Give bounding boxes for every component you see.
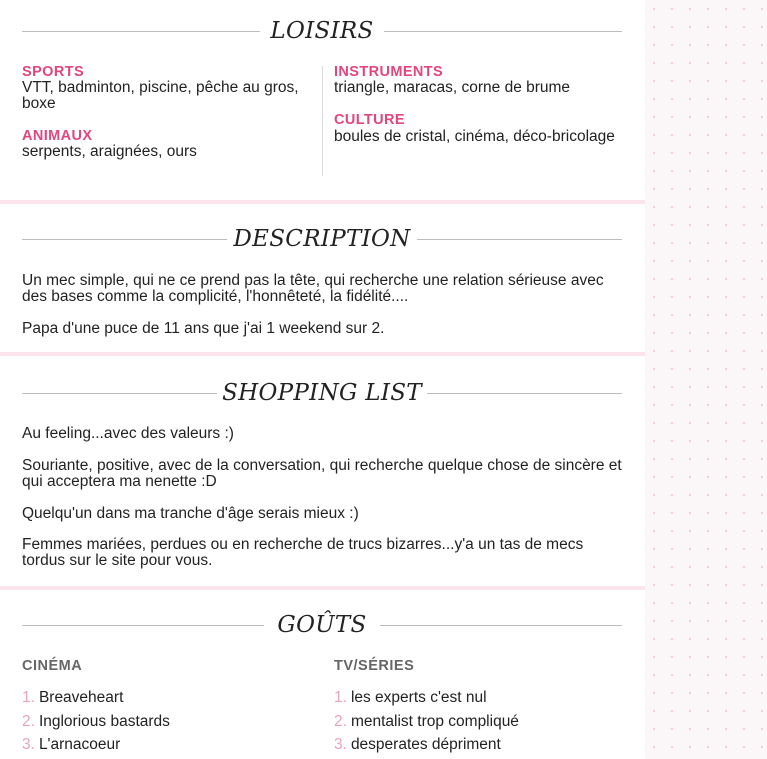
tv-series-label: TV/SÉRIES: [334, 658, 415, 674]
cinema-list-item: [22, 689, 123, 707]
shopping-list-section: [0, 356, 645, 586]
list-number: 2.: [334, 713, 347, 730]
shopping-paragraph-4: Femmes mariées, perdues ou en recherche de trucs bizarres...y'a un tas de mecs tordus sur le site pour vous.: [22, 536, 584, 569]
cinema-list-item: [22, 713, 170, 731]
gouts-section: [0, 590, 645, 759]
description-section: [0, 204, 645, 352]
list-text: Inglorious bastards: [38, 713, 170, 730]
tv-list-item: [334, 713, 519, 731]
cinema-list-item: [22, 736, 120, 754]
list-text: mentalist trop compliqué: [350, 713, 519, 730]
list-number: 2.: [22, 713, 35, 730]
list-number: 1.: [22, 689, 35, 706]
animaux-label: ANIMAUX: [22, 128, 93, 144]
list-text: Breaveheart: [38, 689, 124, 706]
list-text: desperates dépriment: [350, 736, 501, 753]
instruments-value: triangle, maracas, corne de brume: [334, 79, 571, 96]
cinema-label: CINÉMA: [22, 658, 83, 674]
loisirs-heading: [22, 16, 622, 46]
sports-value: VTT, badminton, piscine, pêche au gros, boxe: [22, 79, 299, 112]
animaux-value: serpents, araignées, ours: [22, 143, 197, 160]
tv-list-item: [334, 689, 487, 707]
page-background-pattern: [645, 0, 767, 759]
list-number: 3.: [22, 736, 35, 753]
description-heading: [22, 224, 622, 254]
list-number: 3.: [334, 736, 347, 753]
shopping-paragraph-1: Au feeling...avec des valeurs :): [22, 425, 234, 442]
list-number: 1.: [334, 689, 347, 706]
description-paragraph-2: Papa d'une puce de 11 ans que j'ai 1 weekend sur 2.: [22, 320, 385, 337]
section-title: LOISIRS: [270, 18, 374, 44]
gouts-heading: [22, 610, 622, 640]
list-text: les experts c'est nul: [350, 689, 487, 706]
shopping-paragraph-2: Souriante, positive, avec de la conversation, qui recherche quelque chose de sincère et qui acceptera ma nenette :D: [22, 457, 622, 490]
culture-label: CULTURE: [334, 112, 405, 128]
instruments-label: INSTRUMENTS: [334, 64, 444, 80]
shopping-paragraph-3: Quelqu'un dans ma tranche d'âge serais mieux :): [22, 505, 359, 522]
section-title: DESCRIPTION: [233, 226, 411, 252]
section-title: GOÛTS: [277, 612, 367, 638]
column-divider: [322, 66, 323, 176]
section-title: SHOPPING LIST: [222, 380, 422, 406]
culture-value: boules de cristal, cinéma, déco-bricolage: [334, 128, 615, 145]
sports-label: SPORTS: [22, 64, 85, 80]
loisirs-section: [0, 0, 645, 200]
tv-list-item: [334, 736, 501, 754]
shopping-list-heading: [22, 378, 622, 408]
description-paragraph-1: Un mec simple, qui ne ce prend pas la tête, qui recherche une relation sérieuse avec des bases comme la complicité, l'honnêteté, la fidélité....: [22, 272, 604, 305]
list-text: L'arnacoeur: [38, 736, 121, 753]
